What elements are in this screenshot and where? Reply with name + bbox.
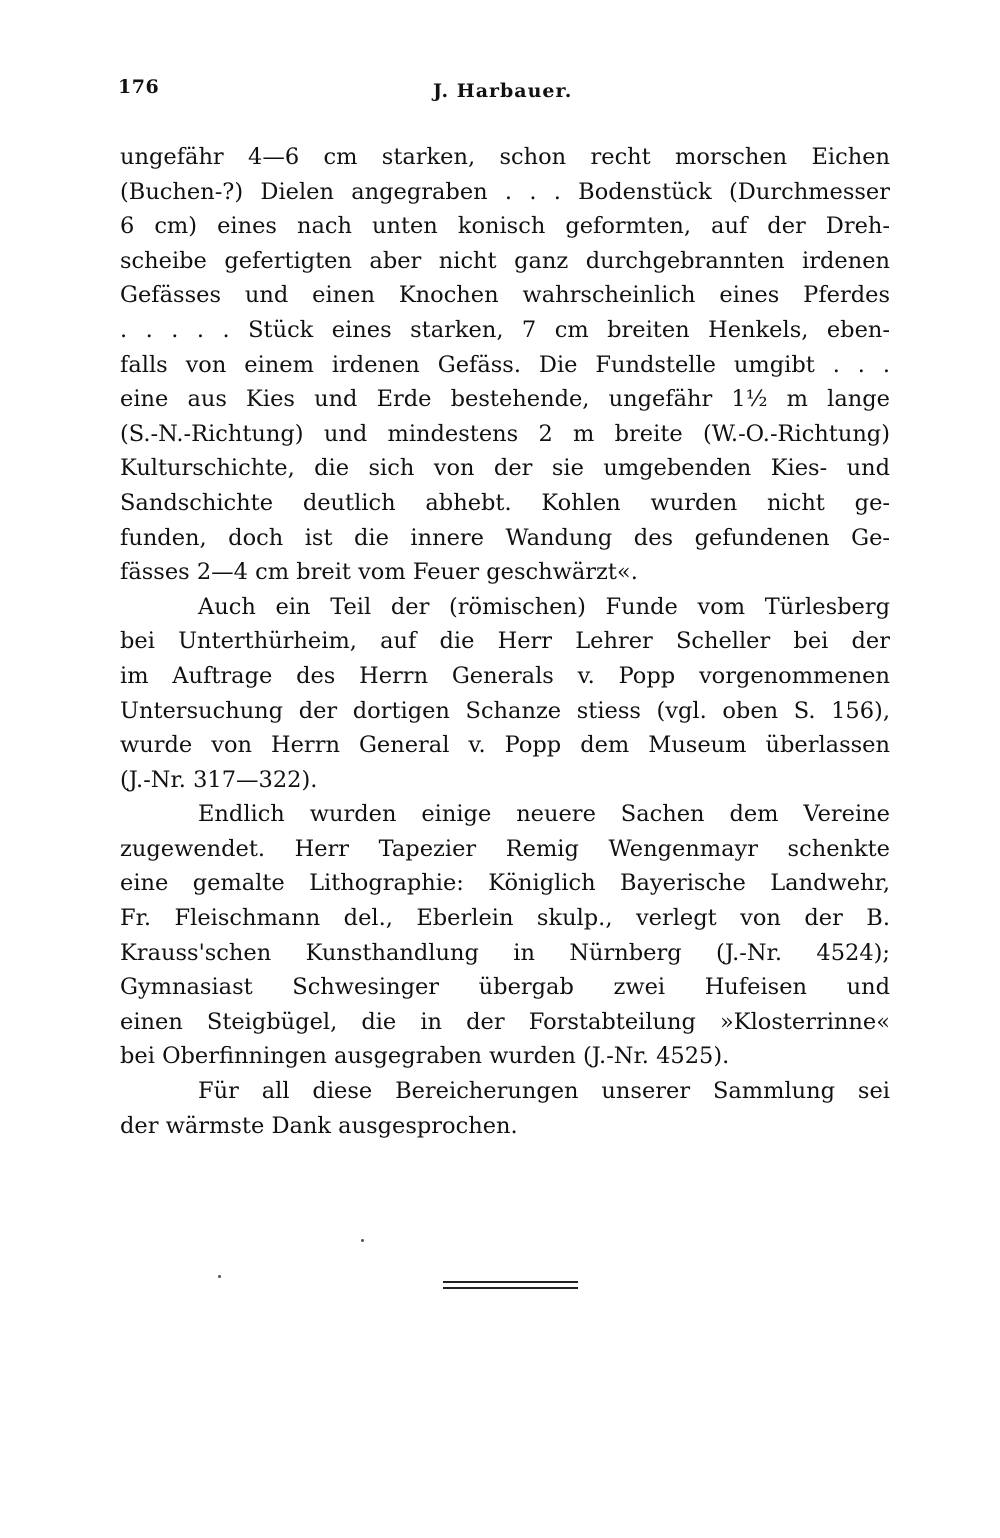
running-head: J. Harbauer. [433, 80, 573, 102]
page-number: 176 [118, 76, 160, 98]
print-speck [218, 1275, 221, 1278]
text-line: einen Steigbügel, die in der Forstabteilung »Klosterrinne« [120, 1008, 890, 1035]
text-line: (S.-N.-Richtung) und mindestens 2 m breite (W.-O.-Richtung) [120, 420, 890, 447]
text-line: Gefässes und einen Knochen wahrscheinlich eines Pferdes [120, 282, 890, 309]
text-line: 6 cm) eines nach unten konisch geformten, auf der Dreh- [120, 213, 890, 240]
closing-rule-top [443, 1281, 578, 1283]
text-line: scheibe gefertigten aber nicht ganz durchgebrannten irdenen [120, 247, 890, 274]
text-line: ungefähr 4—6 cm starken, schon recht morschen Eichen [120, 144, 890, 170]
text-line: fässes 2—4 cm breit vom Feuer geschwärzt«. [120, 559, 638, 586]
body-text [120, 140, 890, 1143]
text-line: bei Oberfinningen ausgegraben wurden (J.-Nr. 4525). [120, 1043, 730, 1070]
text-line: zugewendet. Herr Tapezier Remig Wengenmayr schenkte [120, 835, 890, 862]
text-line: bei Unterthürheim, auf die Herr Lehrer Scheller bei der [120, 628, 890, 655]
text-line: eine gemalte Lithographie: Königlich Bayerische Landwehr, [120, 870, 890, 897]
paragraph-first-line: Endlich wurden einige neuere Sachen dem Vereine [198, 801, 890, 828]
text-line: (J.-Nr. 317—322). [120, 766, 318, 793]
text-line: funden, doch ist die innere Wandung des gefundenen Ge- [120, 524, 890, 551]
closing-rule-bottom [443, 1287, 578, 1289]
text-line: eine aus Kies und Erde bestehende, ungefähr 1½ m lange [120, 386, 890, 413]
text-line: im Auftrage des Herrn Generals v. Popp vorgenommenen [120, 662, 890, 689]
paragraph-first-line: Auch ein Teil der (römischen) Funde vom Türlesberg [198, 593, 890, 620]
text-line: Gymnasiast Schwesinger übergab zwei Hufeisen und [120, 974, 890, 1001]
text-line: Kulturschichte, die sich von der sie umgebenden Kies- und [120, 455, 890, 482]
text-line: wurde von Herrn General v. Popp dem Museum überlassen [120, 732, 890, 759]
text-line: Fr. Fleischmann del., Eberlein skulp., verlegt von der B. [120, 905, 890, 932]
text-line: der wärmste Dank ausgesprochen. [120, 1112, 518, 1139]
text-line: Sandschichte deutlich abhebt. Kohlen wurden nicht ge- [120, 489, 890, 516]
print-speck [361, 1239, 364, 1242]
paragraph-first-line: Für all diese Bereicherungen unserer Sammlung sei [198, 1078, 890, 1105]
text-line: falls von einem irdenen Gefäss. Die Fundstelle umgibt . . . [120, 351, 890, 378]
text-line: . . . . . Stück eines starken, 7 cm breiten Henkels, eben- [120, 316, 890, 343]
text-line: Krauss'schen Kunsthandlung in Nürnberg (J.-Nr. 4524); [120, 939, 890, 966]
text-line: Untersuchung der dortigen Schanze stiess (vgl. oben S. 156), [120, 697, 890, 724]
text-line: (Buchen-?) Dielen angegraben . . . Bodenstück (Durchmesser [120, 178, 890, 205]
